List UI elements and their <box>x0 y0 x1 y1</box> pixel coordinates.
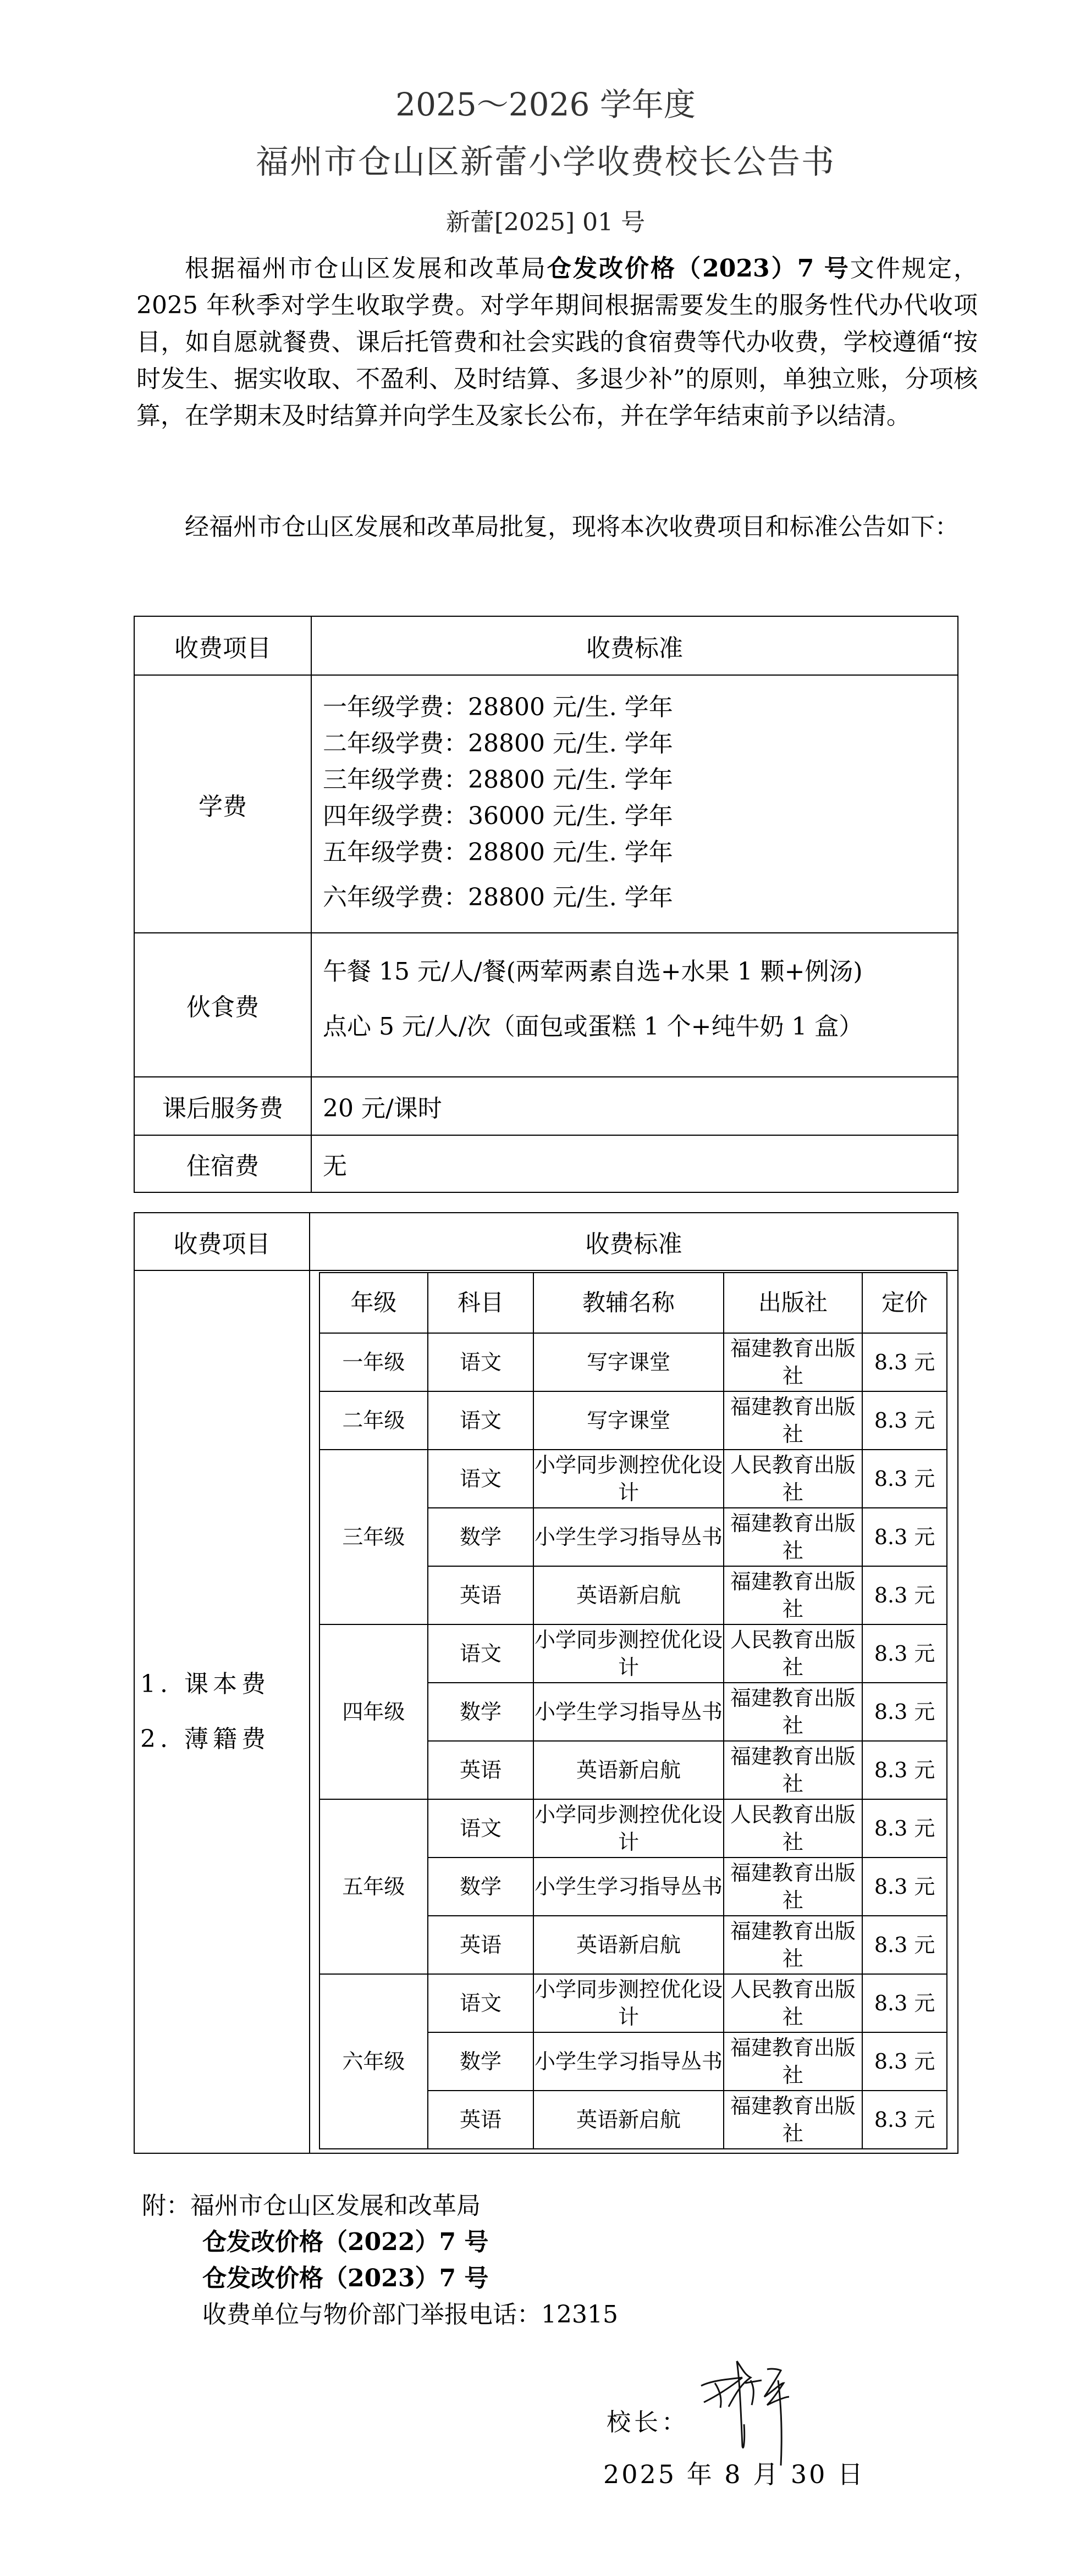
book-publisher: 福建教育出版社 <box>724 2032 863 2091</box>
header-fee-item: 收费项目 <box>134 616 311 675</box>
fee-item-tuition: 学费 <box>134 675 311 933</box>
book-price: 8.3 元 <box>862 1799 947 1858</box>
tuition-line-grade5: 五年级学费：28800 元/生. 学年 <box>323 838 673 866</box>
book-subject: 数学 <box>428 1858 534 1916</box>
book-publisher: 福建教育出版社 <box>724 1858 863 1916</box>
fee-item-textbook: 1. 课本费 <box>140 1670 270 1698</box>
appendix-issuer: 附：福州市仓山区发展和改革局 <box>142 2192 481 2220</box>
tuition-line-grade1: 一年级学费：28800 元/生. 学年 <box>323 693 673 721</box>
book-subject: 英语 <box>428 1566 534 1624</box>
book-name: 英语新启航 <box>533 1916 723 1974</box>
table-row <box>319 1391 947 1450</box>
intro-paragraph <box>136 250 978 434</box>
book-publisher: 福建教育出版社 <box>724 1508 863 1566</box>
book-publisher: 福建教育出版社 <box>724 1566 863 1624</box>
book-grade: 六年级 <box>319 1974 428 2149</box>
header-fee-item: 收费项目 <box>134 1213 310 1270</box>
fee-item-workbook: 2. 薄籍费 <box>140 1725 270 1753</box>
book-name: 写字课堂 <box>533 1333 723 1391</box>
appendix-doc-2022-text: 仓发改价格（2022）7 号 <box>202 2228 489 2256</box>
book-publisher: 人民教育出版社 <box>724 1450 863 1508</box>
book-subject: 语文 <box>428 1450 534 1508</box>
book-price: 8.3 元 <box>862 1508 947 1566</box>
table-row <box>319 1974 947 2032</box>
header-fee-standard: 收费标准 <box>310 1213 958 1270</box>
title-academic-year: 2025～2026 学年度 <box>395 86 696 123</box>
book-name: 小学同步测控优化设计 <box>533 1799 723 1858</box>
appendix-doc-2022 <box>142 2224 618 2260</box>
appendix-doc-2023-text: 仓发改价格（2023）7 号 <box>202 2264 489 2292</box>
book-subject: 数学 <box>428 1683 534 1741</box>
book-table-header <box>319 1273 947 1333</box>
book-price: 8.3 元 <box>862 1858 947 1916</box>
col-header-book-name: 教辅名称 <box>533 1273 723 1333</box>
book-price: 8.3 元 <box>862 1450 947 1508</box>
book-publisher: 福建教育出版社 <box>724 1391 863 1450</box>
signature-image <box>690 2358 828 2468</box>
book-publisher: 福建教育出版社 <box>724 2091 863 2149</box>
col-header-price: 定价 <box>862 1273 947 1333</box>
fee-standard-meals <box>311 933 958 1077</box>
book-name: 小学同步测控优化设计 <box>533 1450 723 1508</box>
book-name: 小学生学习指导丛书 <box>533 1508 723 1566</box>
book-subject: 英语 <box>428 1741 534 1799</box>
book-price: 8.3 元 <box>862 1683 947 1741</box>
col-header-publisher: 出版社 <box>724 1273 863 1333</box>
book-publisher: 福建教育出版社 <box>724 1741 863 1799</box>
book-subject: 语文 <box>428 1974 534 2032</box>
appendix-hotline: 收费单位与物价部门举报电话：12315 <box>202 2301 618 2329</box>
book-publisher: 人民教育出版社 <box>724 1799 863 1858</box>
table-header-row <box>134 616 958 675</box>
book-price: 8.3 元 <box>862 1566 947 1624</box>
book-grade: 三年级 <box>319 1450 428 1624</box>
header-fee-standard: 收费标准 <box>311 616 958 675</box>
book-price: 8.3 元 <box>862 1974 947 2032</box>
tuition-line-grade6: 六年级学费：28800 元/生. 学年 <box>323 883 673 911</box>
book-price: 8.3 元 <box>862 1391 947 1450</box>
book-price: 8.3 元 <box>862 1624 947 1683</box>
page-title: 福州市仓山区新蕾小学收费校长公告书 <box>256 143 835 181</box>
table-row-tuition <box>134 675 958 933</box>
book-publisher: 福建教育出版社 <box>724 1333 863 1391</box>
book-price: 8.3 元 <box>862 1741 947 1799</box>
meal-line-snack: 点心 5 元/人/次（面包或蛋糕 1 个+纯牛奶 1 盒） <box>323 1013 863 1041</box>
table-row <box>319 1333 947 1391</box>
book-price-table <box>319 1272 947 2149</box>
book-price: 8.3 元 <box>862 2091 947 2149</box>
table-row-meals <box>134 933 958 1077</box>
book-name: 小学同步测控优化设计 <box>533 1974 723 2032</box>
book-grade: 一年级 <box>319 1333 428 1391</box>
fee-item-books <box>134 1270 310 2153</box>
col-header-subject: 科目 <box>428 1273 534 1333</box>
meal-line-lunch: 午餐 15 元/人/餐(两荤两素自选+水果 1 颗+例汤) <box>323 958 863 986</box>
book-name: 小学生学习指导丛书 <box>533 1683 723 1741</box>
fee-item-meals: 伙食费 <box>134 933 311 1077</box>
book-subject: 语文 <box>428 1624 534 1683</box>
intro-text-rest: 文件规定，2025 年秋季对学生收取学费。对学年期间根据需要发生的服务性代办代收项目，如自愿就餐费、课后托管费和社会实践的食宿费等代办收费，学校遵循“按时发生、据实收取、不盈利、及时结算、多退少补”的原则，单独立账，分项核算，在学期末及时结算并向学生及家长公布，并在学年结束前予以结清。 <box>136 255 978 430</box>
book-grade: 四年级 <box>319 1624 428 1799</box>
fee-item-accommodation: 住宿费 <box>134 1135 311 1192</box>
fee-standard-accommodation: 无 <box>311 1135 958 1192</box>
book-name: 小学生学习指导丛书 <box>533 2032 723 2091</box>
tuition-line-grade4: 四年级学费：36000 元/生. 学年 <box>323 802 673 830</box>
signature-date: 2025 年 8 月 30 日 <box>603 2459 865 2489</box>
intro-text-prefix: 根据福州市仓山区发展和改革局 <box>185 255 547 283</box>
book-name: 写字课堂 <box>533 1391 723 1450</box>
book-subject: 语文 <box>428 1799 534 1858</box>
fee-standard-tuition <box>311 675 958 933</box>
table-row <box>319 1799 947 1858</box>
book-subject: 数学 <box>428 1508 534 1566</box>
book-price: 8.3 元 <box>862 2032 947 2091</box>
book-publisher: 福建教育出版社 <box>724 1916 863 1974</box>
appendix <box>142 2188 618 2333</box>
table-row-after-school <box>134 1077 958 1135</box>
col-header-grade: 年级 <box>319 1273 428 1333</box>
book-name: 英语新启航 <box>533 1741 723 1799</box>
book-price: 8.3 元 <box>862 1333 947 1391</box>
fee-standard-after-school: 20 元/课时 <box>311 1077 958 1135</box>
book-subject: 语文 <box>428 1333 534 1391</box>
appendix-doc-2023 <box>142 2260 618 2297</box>
book-price: 8.3 元 <box>862 1916 947 1974</box>
book-subject: 语文 <box>428 1391 534 1450</box>
fee-standard-books <box>310 1270 958 2153</box>
tuition-line-grade2: 二年级学费：28800 元/生. 学年 <box>323 729 673 758</box>
book-publisher: 人民教育出版社 <box>724 1974 863 2032</box>
table-row <box>319 1624 947 1683</box>
table-row <box>319 1450 947 1508</box>
book-subject: 数学 <box>428 2032 534 2091</box>
book-grade: 五年级 <box>319 1799 428 1974</box>
intro-document-reference: 仓发改价格（2023）7 号 <box>547 255 850 283</box>
table-row-books <box>134 1270 958 2153</box>
book-name: 小学生学习指导丛书 <box>533 1858 723 1916</box>
document-number: 新蕾[2025] 01 号 <box>445 208 646 236</box>
table-row-accommodation <box>134 1135 958 1192</box>
principal-label: 校长： <box>607 2408 689 2436</box>
book-name: 英语新启航 <box>533 2091 723 2149</box>
book-subject: 英语 <box>428 2091 534 2149</box>
fee-table-books <box>134 1212 958 2154</box>
book-grade: 二年级 <box>319 1391 428 1450</box>
book-name: 英语新启航 <box>533 1566 723 1624</box>
approval-paragraph: 经福州市仓山区发展和改革局批复，现将本次收费项目和标准公告如下： <box>185 513 959 541</box>
book-publisher: 福建教育出版社 <box>724 1683 863 1741</box>
fee-item-after-school: 课后服务费 <box>134 1077 311 1135</box>
book-publisher: 人民教育出版社 <box>724 1624 863 1683</box>
tuition-line-grade3: 三年级学费：28800 元/生. 学年 <box>323 766 673 794</box>
table-header-row <box>134 1213 958 1270</box>
fee-table-general <box>134 616 958 1193</box>
book-subject: 英语 <box>428 1916 534 1974</box>
book-name: 小学同步测控优化设计 <box>533 1624 723 1683</box>
